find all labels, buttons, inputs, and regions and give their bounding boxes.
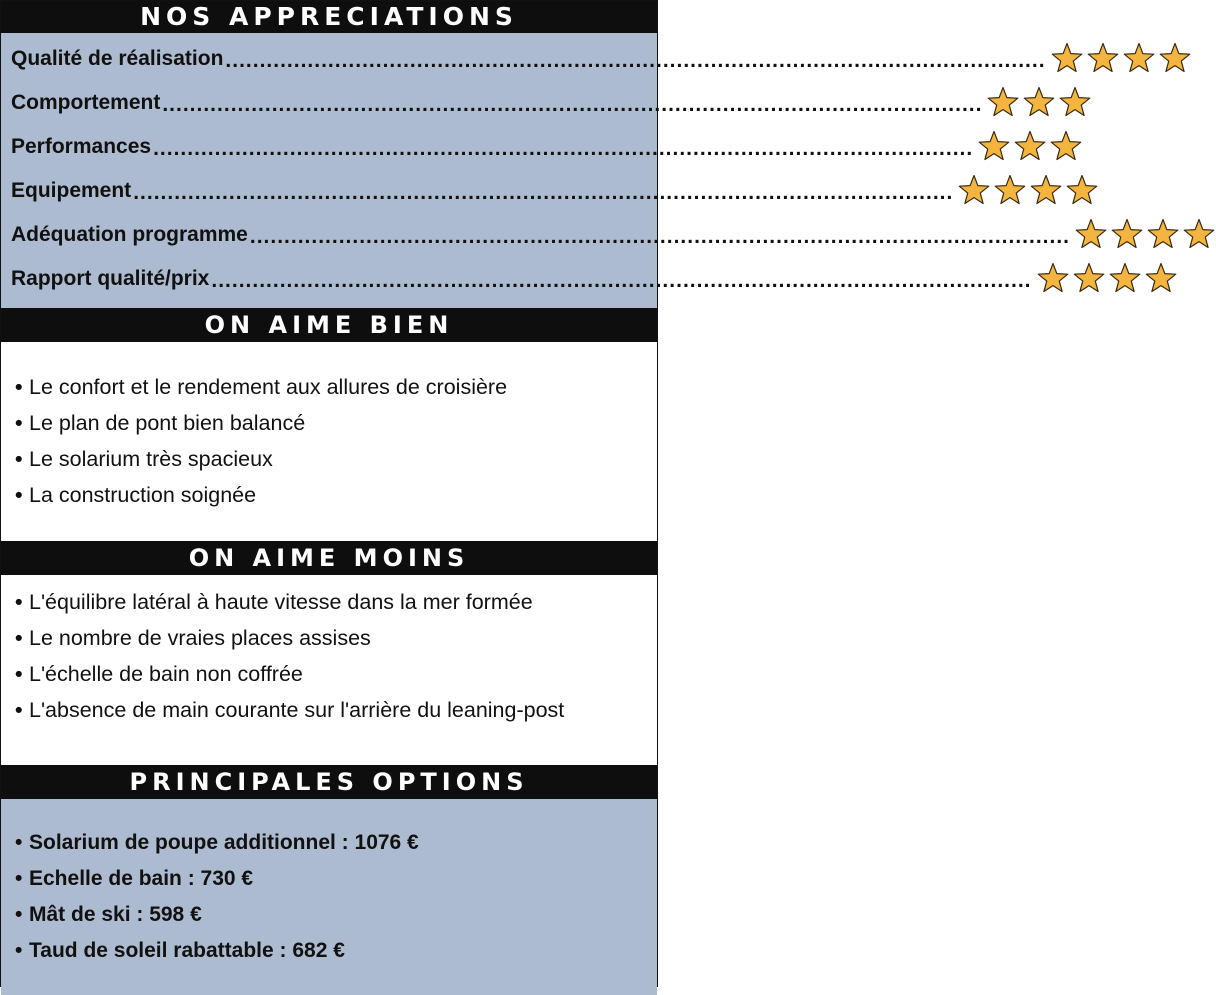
list-item [15, 408, 647, 438]
rating-row [11, 37, 1046, 81]
option-text: Mât de ski : 598 € [29, 903, 202, 926]
list-item-text: L'échelle de bain non coffrée [29, 662, 303, 686]
bullet-icon: • [15, 375, 23, 399]
option-item [15, 900, 647, 930]
dislikes-section [1, 575, 657, 765]
star-rating [1074, 218, 1216, 252]
star-icon [1022, 86, 1056, 120]
dot-leader: ........................................................................................................................ [249, 225, 1070, 248]
list-item [15, 372, 647, 402]
dot-leader: ........................................................................................................................ [162, 93, 983, 116]
dot-leader: ........................................................................................................................ [225, 49, 1046, 72]
bullet-icon: • [15, 662, 23, 686]
ratings-section [1, 33, 1070, 308]
star-icon [1074, 218, 1108, 252]
list-item-text: L'absence de main courante sur l'arrière du leaning-post [29, 698, 565, 722]
star-icon [1050, 42, 1084, 76]
option-item [15, 864, 647, 894]
star-rating [1050, 42, 1192, 76]
star-icon [1122, 42, 1156, 76]
list-item [15, 444, 647, 474]
star-icon [1058, 86, 1092, 120]
star-icon [1029, 174, 1063, 208]
star-icon [1158, 42, 1192, 76]
star-icon [1110, 218, 1144, 252]
star-icon [1049, 130, 1083, 164]
star-icon [993, 174, 1027, 208]
rating-row [11, 213, 1070, 257]
star-icon [1065, 174, 1099, 208]
bullet-icon: • [15, 831, 23, 854]
bullet-icon: • [15, 447, 23, 471]
list-item-text: Le nombre de vraies places assises [29, 626, 371, 650]
options-section [1, 799, 657, 995]
dot-leader: ........................................................................................................................ [153, 137, 974, 160]
rating-label: Comportement [11, 91, 161, 114]
star-icon [1036, 262, 1070, 296]
bullet-icon: • [15, 867, 23, 890]
list-item [15, 587, 647, 617]
appreciations-header: NOS APPRECIATIONS [1, 1, 657, 33]
bullet-icon: • [15, 590, 23, 614]
list-item [15, 659, 647, 689]
star-rating [1036, 262, 1178, 296]
star-icon [1086, 42, 1120, 76]
rating-row [11, 257, 1032, 301]
rating-row [11, 169, 954, 213]
star-icon [1146, 218, 1180, 252]
list-item-text: Le solarium très spacieux [29, 447, 273, 471]
star-rating [986, 86, 1092, 120]
bullet-icon: • [15, 939, 23, 962]
bullet-icon: • [15, 411, 23, 435]
list-item-text: La construction soignée [29, 483, 257, 507]
dot-leader: ........................................................................................................................ [133, 181, 954, 204]
star-rating [957, 174, 1099, 208]
star-icon [1072, 262, 1106, 296]
rating-row [11, 81, 983, 125]
rating-row [11, 125, 974, 169]
rating-label: Performances [11, 135, 152, 158]
star-rating [977, 130, 1083, 164]
star-icon [977, 130, 1011, 164]
list-item [15, 695, 647, 725]
dislikes-header: ON AIME MOINS [1, 541, 657, 575]
option-text: Echelle de bain : 730 € [29, 867, 254, 890]
star-icon [1144, 262, 1178, 296]
star-icon [1108, 262, 1142, 296]
star-icon [957, 174, 991, 208]
bullet-icon: • [15, 626, 23, 650]
bullet-icon: • [15, 483, 23, 507]
option-text: Taud de soleil rabattable : 682 € [29, 939, 345, 962]
rating-label: Rapport qualité/prix [11, 267, 210, 290]
bullet-icon: • [15, 698, 23, 722]
list-item-text: Le confort et le rendement aux allures de croisière [29, 375, 508, 399]
options-header: PRINCIPALES OPTIONS [1, 765, 657, 799]
star-icon [986, 86, 1020, 120]
option-item [15, 828, 647, 858]
list-item-text: L'équilibre latéral à haute vitesse dans la mer formée [29, 590, 533, 614]
star-icon [1013, 130, 1047, 164]
star-icon [1182, 218, 1216, 252]
rating-label: Equipement [11, 179, 132, 202]
rating-label: Adéquation programme [11, 223, 248, 246]
dot-leader: ........................................................................................................................ [211, 269, 1032, 292]
bullet-icon: • [15, 903, 23, 926]
list-item [15, 480, 647, 510]
rating-label: Qualité de réalisation [11, 47, 224, 70]
likes-section [1, 342, 657, 541]
list-item [15, 623, 647, 653]
list-item-text: Le plan de pont bien balancé [29, 411, 306, 435]
option-item [15, 936, 647, 966]
option-text: Solarium de poupe additionnel : 1076 € [29, 831, 419, 854]
likes-header: ON AIME BIEN [1, 308, 657, 342]
